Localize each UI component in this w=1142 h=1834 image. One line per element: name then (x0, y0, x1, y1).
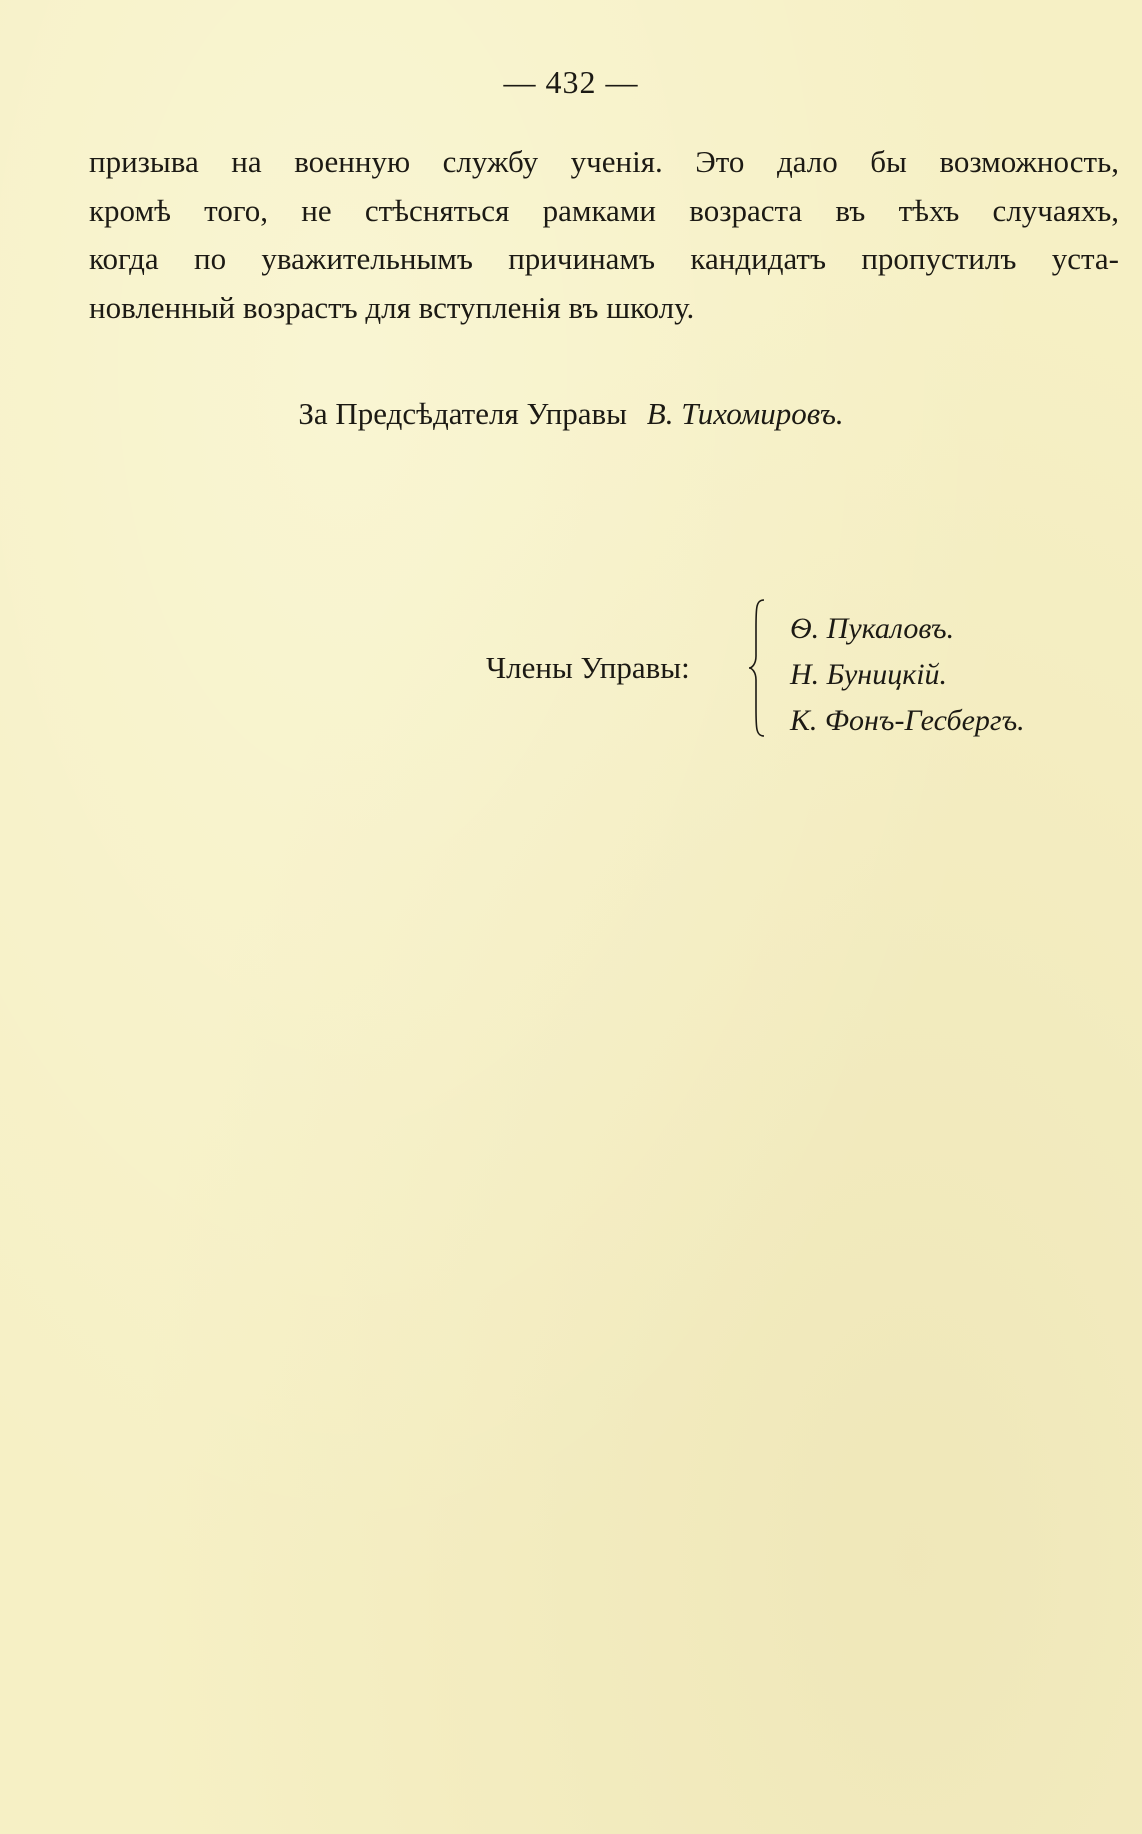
text-line: кромѣ того, не стѣсняться рамками возраста въ тѣхъ случаяхъ, (89, 192, 1119, 228)
signature-name: В. Тихомировъ. (646, 396, 844, 431)
text-line: когда по уважительнымъ причинамъ кандидатъ пропустилъ уста- (89, 241, 1119, 276)
chairman-signature (0, 396, 1142, 432)
board-members-block (0, 590, 1142, 750)
member-name: Н. Буницкій. (790, 658, 948, 691)
text-line: призыва на военную службу ученія. Это дало бы возможность, (89, 144, 1119, 179)
body-paragraph (89, 138, 1119, 332)
member-name: К. Фонъ-Гесбергъ. (790, 704, 1025, 737)
curly-brace-icon (748, 598, 766, 738)
member-name: Ѳ. Пукаловъ. (790, 612, 955, 645)
member-list (790, 606, 1025, 744)
page-number: — 432 — (503, 64, 639, 100)
signature-label: За Предсѣдателя Управы (298, 396, 628, 431)
show-through-texture (60, 240, 1110, 1820)
text-line: новленный возрастъ для вступленія въ школу. (89, 289, 695, 325)
members-label: Члены Управы: (486, 650, 690, 685)
